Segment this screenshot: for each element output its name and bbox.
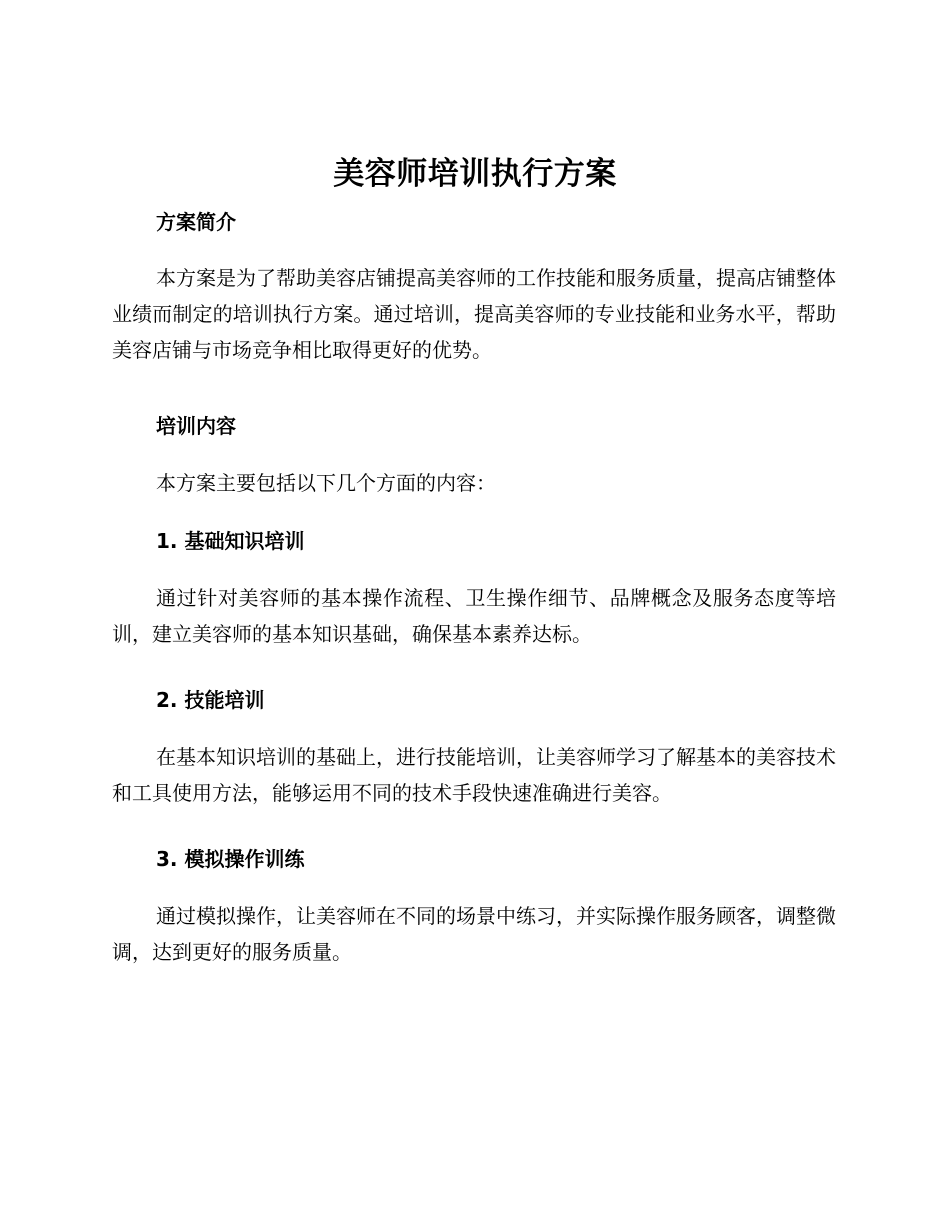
section-paragraph-skills: 在基本知识培训的基础上，进行技能培训，让美容师学习了解基本的美容技术和工具使用方法，能够运用不同的技术手段快速准确进行美容。 <box>112 745 836 805</box>
section-heading-basic-knowledge: 1. 基础知识培训 <box>156 529 305 553</box>
section-paragraph-basic-knowledge: 通过针对美容师的基本操作流程、卫生操作细节、品牌概念及服务态度等培训，建立美容师的基本知识基础，确保基本素养达标。 <box>112 586 836 646</box>
section-heading-simulation: 3. 模拟操作训练 <box>156 847 305 871</box>
document-title: 美容师培训执行方案 <box>333 156 617 192</box>
section-paragraph-training-content: 本方案主要包括以下几个方面的内容： <box>156 471 496 495</box>
section-heading-skills: 2. 技能培训 <box>156 688 265 712</box>
section-heading-training-content: 培训内容 <box>156 414 236 438</box>
section-paragraph-overview: 本方案是为了帮助美容店铺提高美容师的工作技能和服务质量，提高店铺整体业绩而制定的培训执行方案。通过培训，提高美容师的专业技能和业务水平，帮助美容店铺与市场竞争相比取得更好的优势。 <box>112 266 836 362</box>
section-paragraph-simulation: 通过模拟操作，让美容师在不同的场景中练习，并实际操作服务顾客，调整微调，达到更好的服务质量。 <box>112 904 836 964</box>
section-heading-overview: 方案简介 <box>156 210 236 234</box>
